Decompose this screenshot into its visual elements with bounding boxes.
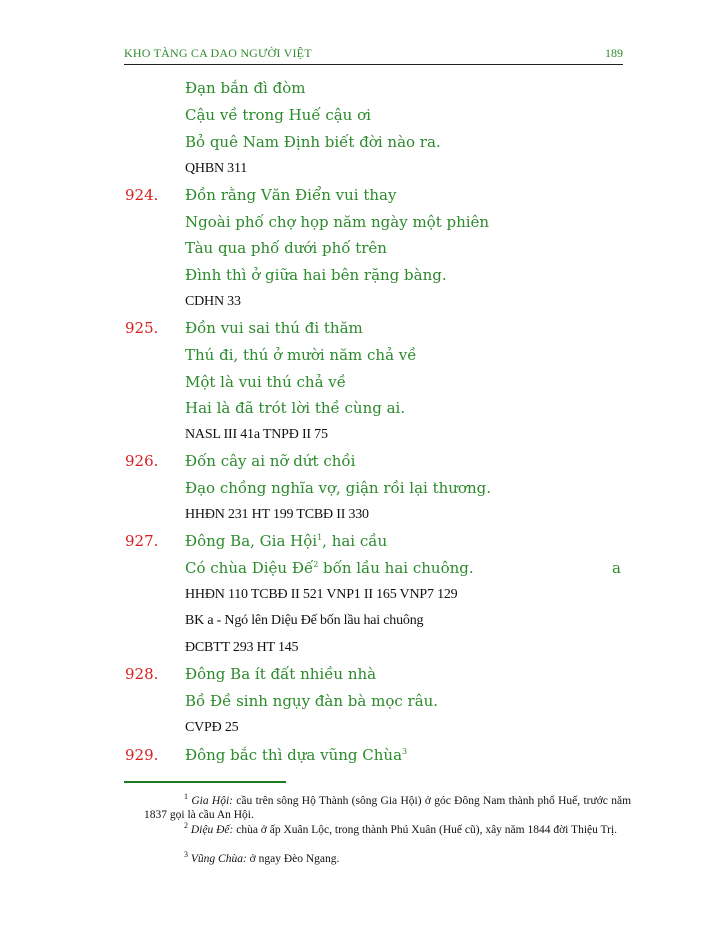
verse-line: [185, 745, 407, 765]
footnote-ref: 3: [402, 747, 408, 756]
source-citation: ĐCBTT 293 HT 145: [185, 640, 299, 655]
verse-line: Đốn cây ai nỡ dứt chồi: [185, 452, 356, 470]
footnote-separator: [124, 781, 286, 783]
verse-line: Hai là đã trót lời thề cùng ai.: [185, 399, 406, 417]
footnote-text: cầu trên sông Hộ Thành (sông Gia Hội) ở góc Đông Nam thành phố Huế, trước năm 1837 gọi là cầu An Hội.: [144, 795, 632, 821]
page-number: 189: [605, 46, 623, 60]
verse-number: 926.: [125, 452, 159, 470]
footnote-mark: 1: [184, 792, 188, 802]
verse-line: Đông Ba ít đất nhiều nhà: [185, 665, 377, 683]
footnote-ref: 2: [313, 560, 319, 569]
verse-line: Cậu về trong Huế cậu ơi: [185, 106, 371, 124]
verse-line: Đạo chồng nghĩa vợ, giận rồi lại thương.: [185, 479, 491, 497]
verse-line: Đồn rằng Văn Điển vui thay: [185, 186, 397, 204]
source-citation: HHĐN 231 HT 199 TCBĐ II 330: [185, 507, 369, 522]
source-citation: QHBN 311: [185, 161, 248, 176]
source-citation: NASL III 41a TNPĐ II 75: [185, 427, 328, 442]
book-title: KHO TÀNG CA DAO NGƯỜI VIỆT: [124, 46, 312, 60]
verse-number: 924.: [125, 186, 159, 204]
footnote-term: Vũng Chùa:: [190, 853, 247, 865]
source-citation: CDHN 33: [185, 294, 241, 309]
verse-line: [185, 558, 474, 578]
footnote-ref: 1: [317, 533, 323, 542]
verse-line: Thú đi, thú ở mười năm chả về: [185, 346, 417, 364]
footnote: [144, 823, 631, 837]
verse-text: Đông bắc thì dựa vũng Chùa: [185, 746, 403, 764]
verse-line: Bỏ quê Nam Định biết đời nào ra.: [185, 133, 441, 151]
footnote: [144, 852, 631, 866]
verse-number: 928.: [125, 665, 159, 683]
verse-line: Đồn vui sai thú đi thăm: [185, 319, 363, 337]
verse-line: Đình thì ở giữa hai bên rặng bàng.: [185, 266, 447, 284]
verse-text: bốn lầu hai chuông.: [318, 559, 474, 577]
footnote: [144, 794, 631, 822]
verse-line: Ngoài phố chợ họp năm ngày một phiên: [185, 213, 490, 231]
verse-text: , hai cầu: [322, 532, 388, 550]
verse-number: 929.: [125, 746, 159, 764]
verse-line: [185, 531, 387, 551]
footnote-mark: 3: [184, 850, 188, 860]
footnote-term: Diệu Đế:: [190, 824, 234, 836]
verse-number: 927.: [125, 532, 159, 550]
footnote-text: chùa ở ấp Xuân Lộc, trong thành Phú Xuân (Huế cũ), xây năm 1844 đời Thiệu Trị.: [233, 824, 618, 836]
verse-line: Tàu qua phố dưới phố trên: [185, 239, 387, 257]
footnote-term: Gia Hội:: [191, 795, 233, 807]
footnote-text: ở ngay Đèo Ngang.: [246, 853, 340, 865]
verse-text: Có chùa Diệu Đế: [185, 559, 314, 577]
footnote-mark: 2: [184, 821, 188, 831]
verse-number: 925.: [125, 319, 159, 337]
variant-marker: a: [612, 559, 621, 577]
source-citation: HHĐN 110 TCBĐ II 521 VNP1 II 165 VNP7 129: [185, 587, 458, 602]
verse-text: Đông Ba, Gia Hội: [185, 532, 318, 550]
verse-line: Đạn bắn đì đòm: [185, 79, 306, 97]
page-header: [124, 44, 623, 65]
source-citation: CVPĐ 25: [185, 720, 239, 735]
verse-line: Một là vui thú chả về: [185, 373, 346, 391]
variant-note: BK a - Ngó lên Diệu Đế bốn lầu hai chuông: [185, 613, 424, 628]
verse-line: Bồ Đề sinh ngụy đàn bà mọc râu.: [185, 692, 439, 710]
